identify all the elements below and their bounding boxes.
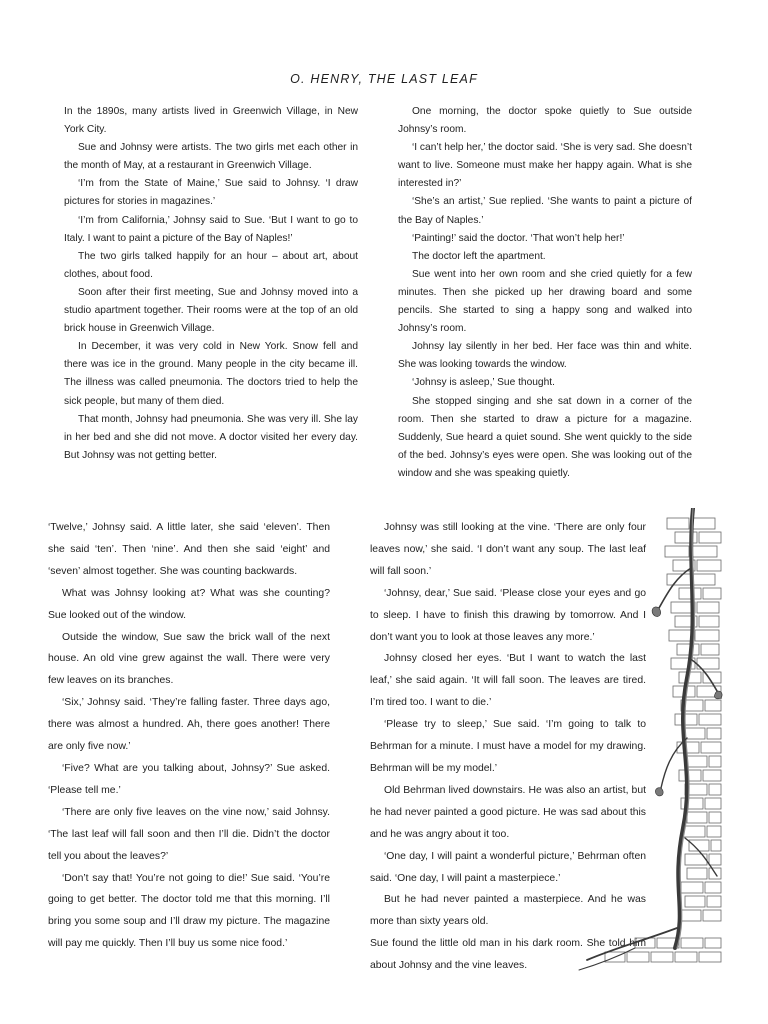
paragraph: ‘Painting!’ said the doctor. ‘That won’t help her!’ [412, 232, 625, 244]
paragraph: Johnsy was still looking at the vine. ‘There are only four leaves now,’ she said. ‘I don’t want any soup. The last leaf will fall soon.’ [370, 522, 646, 577]
paragraph: ‘One day, I will paint a wonderful picture,’ Behrman often said. ‘One day, I will paint a masterpiece.’ [370, 850, 646, 884]
page-title: O. HENRY, THE LAST LEAF [290, 72, 478, 86]
paragraph: ‘I can’t help her,’ the doctor said. ‘She is very sad. She doesn’t want to live. Someone must make her happy again. What is she interested in?’ [398, 142, 692, 190]
paragraph: That month, Johnsy had pneumonia. She was very ill. She lay in her bed and she did not move. A doctor visited her every day. But Johnsy was not getting better. [64, 413, 358, 461]
paragraph: Soon after their first meeting, Sue and Johnsy moved into a studio apartment together. Their rooms were at the top of an old brick house in Greenwich Village. [64, 286, 358, 335]
paragraph: One morning, the doctor spoke quietly to Sue outside Johnsy’s room. [398, 106, 692, 136]
paragraph: ‘Johnsy, dear,’ Sue said. ‘Please close your eyes and go to sleep. I have to finish this drawing by tomorrow. And I don’t want you to look at those leaves any more.’ [370, 587, 646, 643]
text-column-bottom-left [48, 517, 330, 955]
paragraph: In the 1890s, many artists lived in Greenwich Village, in New York City. [64, 106, 358, 136]
paragraph: ‘I’m from the State of Maine,’ Sue said to Johnsy. ‘I draw pictures for stories in magazines.’ [64, 178, 358, 208]
paragraph: Old Behrman lived downstairs. He was also an artist, but he had never painted a good picture. He was sad about this and he was angry about it too. [370, 784, 646, 840]
paragraph: ‘Please try to sleep,’ Sue said. ‘I’m going to talk to Behrman for a minute. I must have a model for my drawing. Behrman will be my model.’ [370, 719, 646, 774]
paragraph: The doctor left the apartment. [412, 250, 546, 262]
paragraph: What was Johnsy looking at? What was she counting? Sue looked out of the window. [48, 587, 330, 621]
paragraph: ‘I’m from California,’ Johnsy said to Sue. ‘But I want to go to Italy. I want to paint a picture of the Bay of Naples!’ [64, 214, 358, 244]
paragraph: Outside the window, Sue saw the brick wall of the next house. An old vine grew against the wall. There were very few leaves on its branches. [48, 631, 330, 687]
paragraph: In December, it was very cold in New York. Snow fell and there was ice in the ground. Many people in the city became ill. The illness was called pneumonia. The doctors tried to help the sick people, but many of them died. [64, 341, 358, 407]
paragraph: ‘She’s an artist,’ Sue replied. ‘She wants to paint a picture of the Bay of Naples.’ [398, 196, 692, 226]
paragraph: Johnsy closed her eyes. ‘But I want to watch the last leaf,’ she said again. ‘It will fall soon. The leaves are tired. I’m tired too. I want to die.’ [370, 653, 646, 709]
paragraph: ‘There are only five leaves on the vine now,’ said Johnsy. ‘The last leaf will fall soon and then I’ll die. Didn’t the doctor tell you about the leaves?’ [48, 806, 330, 862]
vine-illustration [575, 508, 727, 978]
paragraph: Sue found the little old man in his dark room. She told him about Johnsy and the vine leaves. [370, 938, 646, 972]
text-column-top-left [64, 103, 358, 465]
paragraph: ‘Twelve,’ Johnsy said. A little later, she said ‘eleven’. Then she said ‘ten’. Then ‘nine’. And then she said ‘eight’ and ‘seven’ almost together. She was counting backwards. [48, 522, 330, 577]
paragraph: Sue went into her own room and she cried quietly for a few minutes. Then she picked up her drawing board and some pencils. She started to sing a happy song and walked into Johnsy’s room. [398, 268, 692, 335]
paragraph: ‘Five? What are you talking about, Johnsy?’ Sue asked. ‘Please tell me.’ [48, 762, 330, 796]
paragraph: But he had never painted a masterpiece. And he was more than sixty years old. [370, 894, 646, 928]
text-column-top-right [398, 103, 692, 483]
paragraph: Sue and Johnsy were artists. The two girls met each other in the month of May, at a restaurant in Greenwich Village. [64, 142, 358, 172]
paragraph: The two girls talked happily for an hour – about art, about clothes, about food. [64, 250, 358, 280]
paragraph: ‘Six,’ Johnsy said. ‘They’re falling faster. Three days ago, there was almost a hundred. Ah, there goes another! There are only five now.’ [48, 697, 330, 753]
paragraph: ‘Don’t say that! You’re not going to die!’ Sue said. ‘You’re going to get better. The doctor told me that this morning. I’ll bring you some soup and I’ll draw my picture. The magazine will pay me quickly. Then I’ll buy us some nice food.’ [48, 872, 330, 950]
paragraph: ‘Johnsy is asleep,’ Sue thought. [412, 377, 555, 389]
paragraph: Johnsy lay silently in her bed. Her face was thin and white. She was looking towards the window. [398, 341, 692, 371]
paragraph: She stopped singing and she sat down in a corner of the room. Then she started to draw a picture for a magazine. Suddenly, Sue heard a quiet sound. She went quickly to the side of the bed. Johnsy’s eyes were open. She was looking out of the window and she was speaking quietly. [398, 395, 692, 479]
